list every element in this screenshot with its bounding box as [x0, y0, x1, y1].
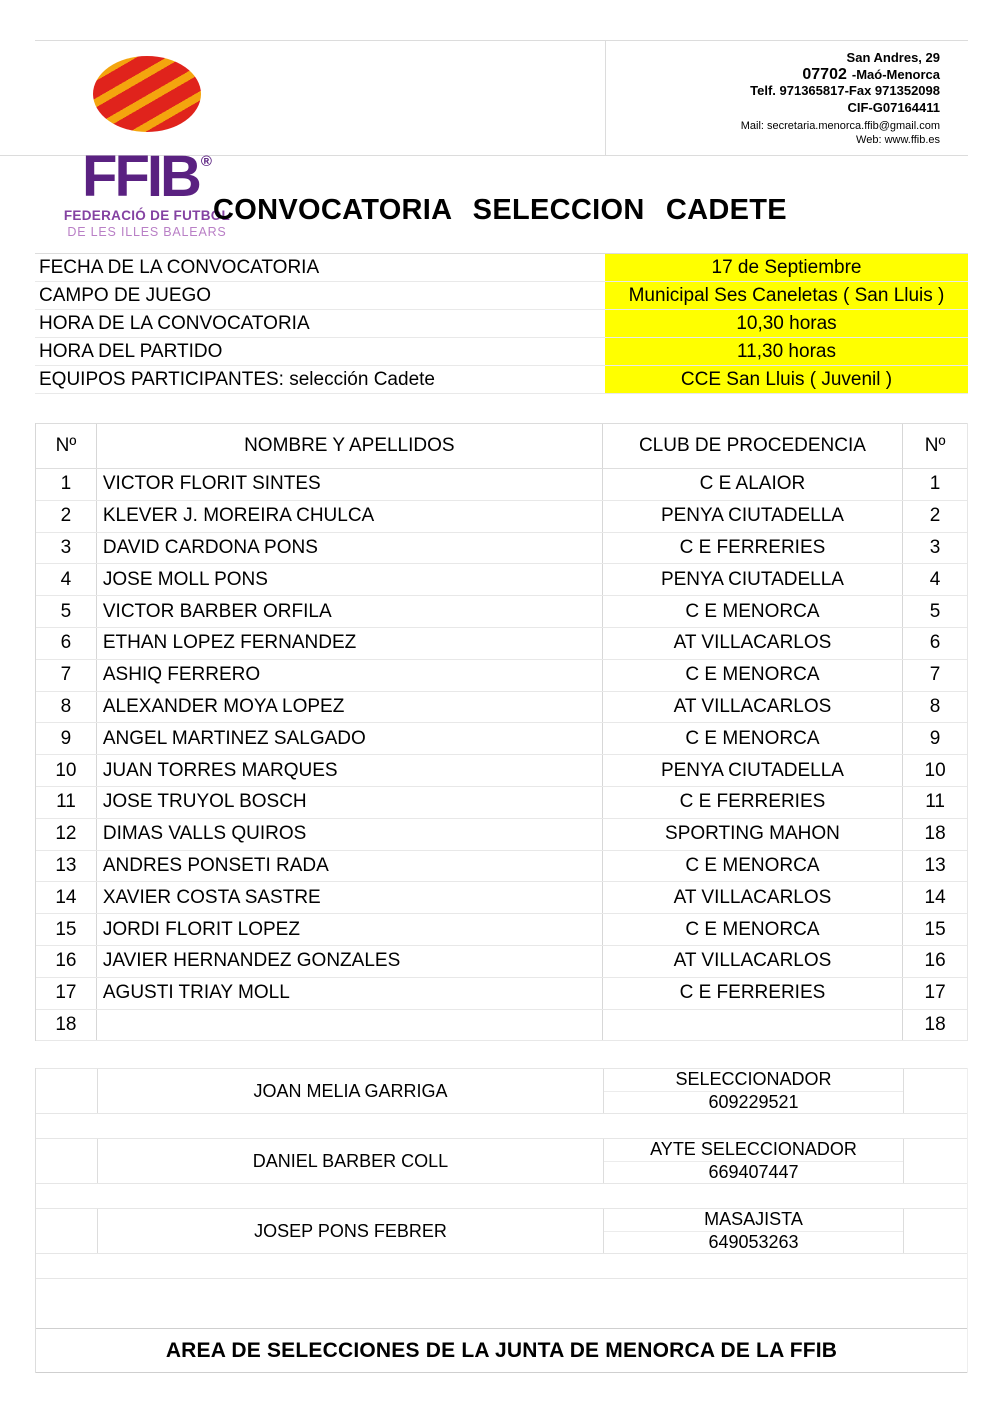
- mail: Mail: secretaria.menorca.ffib@gmail.com: [740, 120, 940, 132]
- staff-table: [35, 1068, 968, 1373]
- player-number-right: 15: [902, 914, 967, 945]
- empty-cell: [36, 1069, 98, 1113]
- table-row: [35, 254, 968, 282]
- player-number-left: 1: [60, 473, 72, 495]
- web: Web: www.ffib.es: [856, 133, 940, 146]
- table-row: [36, 787, 967, 819]
- spacer-row: [36, 1113, 967, 1138]
- staff-name: JOAN MELIA GARRIGA: [253, 1080, 448, 1101]
- player-club: PENYA CIUTADELLA: [602, 501, 902, 532]
- empty-cell: [36, 1139, 98, 1183]
- table-row: [36, 660, 967, 692]
- staff-row-ayte-seleccionador: [36, 1138, 967, 1183]
- match-info-table: [35, 253, 968, 394]
- spacer-row: [36, 1253, 967, 1278]
- player-name: [96, 1010, 602, 1041]
- player-name: JOSE MOLL PONS: [96, 564, 602, 595]
- table-row: [36, 882, 967, 914]
- table-row: [35, 338, 968, 366]
- player-number-right: 8: [902, 692, 967, 723]
- info-label: FECHA DE LA CONVOCATORIA: [39, 257, 320, 278]
- staff-row-seleccionador: [36, 1068, 967, 1113]
- table-row: [36, 723, 967, 755]
- player-number-right: 11: [902, 787, 967, 818]
- player-club: C E MENORCA: [602, 596, 902, 627]
- table-row: [36, 501, 967, 533]
- player-number-right: 5: [902, 596, 967, 627]
- player-name: AGUSTI TRIAY MOLL: [96, 978, 602, 1009]
- federation-address: [741, 50, 940, 147]
- player-club: C E MENORCA: [602, 660, 902, 691]
- info-label: EQUIPOS PARTICIPANTES: selección Cadete: [39, 369, 435, 390]
- player-number-left: 11: [56, 791, 76, 813]
- player-number-left: 2: [60, 505, 72, 527]
- player-club: C E FERRERIES: [602, 533, 902, 564]
- player-number-right: 18: [902, 819, 967, 850]
- info-value-highlighted: 10,30 horas: [605, 310, 968, 337]
- staff-role-cell: [603, 1209, 904, 1253]
- staff-role: MASAJISTA: [604, 1209, 903, 1232]
- player-club: C E ALAIOR: [602, 469, 902, 500]
- spacer-row: [36, 1278, 967, 1328]
- table-row: [35, 366, 968, 394]
- player-club: C E FERRERIES: [602, 787, 902, 818]
- grid-line: [35, 40, 968, 41]
- empty-cell: [36, 1209, 98, 1253]
- player-number-right: 7: [902, 660, 967, 691]
- player-number-right: 6: [902, 628, 967, 659]
- player-number-left: 9: [60, 727, 72, 749]
- player-number-left: 14: [55, 886, 77, 908]
- info-label: HORA DEL PARTIDO: [39, 341, 223, 362]
- address-street: San Andres, 29: [846, 50, 940, 65]
- empty-cell: [904, 1069, 967, 1113]
- player-club: AT VILLACARLOS: [602, 628, 902, 659]
- player-number-left: 18: [55, 1013, 77, 1035]
- table-header-row: [36, 423, 967, 469]
- phone-fax: Telf. 971365817-Fax 971352098: [750, 83, 940, 98]
- player-number-right: 10: [902, 755, 967, 786]
- staff-phone: 609229521: [708, 1091, 799, 1112]
- table-row: [36, 819, 967, 851]
- player-name: ETHAN LOPEZ FERNANDEZ: [96, 628, 602, 659]
- logo-subtitle-line2: DE LES ILLES BALEARS: [67, 225, 227, 239]
- table-row: [36, 596, 967, 628]
- player-club: C E MENORCA: [602, 914, 902, 945]
- player-number-right: 9: [902, 723, 967, 754]
- staff-role-cell: [603, 1069, 904, 1113]
- player-number-left: 3: [60, 536, 72, 558]
- player-name: ALEXANDER MOYA LOPEZ: [96, 692, 602, 723]
- player-name: ANDRES PONSETI RADA: [96, 851, 602, 882]
- player-number-left: 4: [60, 568, 72, 590]
- football-icon: [93, 56, 201, 132]
- player-number-right: 13: [902, 851, 967, 882]
- player-number-left: 6: [60, 632, 72, 654]
- roster-table: [35, 423, 968, 1041]
- city: -Maó-Menorca: [851, 66, 940, 82]
- player-club: AT VILLACARLOS: [602, 946, 902, 977]
- player-club: SPORTING MAHON: [602, 819, 902, 850]
- player-number-left: 12: [55, 823, 77, 845]
- player-name: JUAN TORRES MARQUES: [96, 755, 602, 786]
- player-club: C E MENORCA: [602, 851, 902, 882]
- table-row: [35, 282, 968, 310]
- player-name: VICTOR BARBER ORFILA: [96, 596, 602, 627]
- player-club: [602, 1010, 902, 1041]
- player-club: PENYA CIUTADELLA: [602, 564, 902, 595]
- player-number-right: 4: [902, 564, 967, 595]
- player-number-left: 13: [55, 854, 77, 876]
- empty-cell: [904, 1209, 967, 1253]
- registered-mark: ®: [200, 153, 212, 170]
- player-name: JAVIER HERNANDEZ GONZALES: [96, 946, 602, 977]
- empty-cell: [904, 1139, 967, 1183]
- player-club: AT VILLACARLOS: [602, 882, 902, 913]
- player-club: C E MENORCA: [602, 723, 902, 754]
- player-number-left: 5: [60, 600, 72, 622]
- staff-name: JOSEP PONS FEBRER: [254, 1220, 447, 1241]
- player-name: DAVID CARDONA PONS: [96, 533, 602, 564]
- table-row: [35, 310, 968, 338]
- player-club: AT VILLACARLOS: [602, 692, 902, 723]
- page-title: CONVOCATORIA SELECCION CADETE: [213, 194, 787, 226]
- spacer-row: [36, 1183, 967, 1208]
- player-number-right: 17: [902, 978, 967, 1009]
- player-number-left: 15: [55, 918, 77, 940]
- player-number-left: 17: [55, 982, 77, 1004]
- table-row: [36, 755, 967, 787]
- player-club: C E FERRERIES: [602, 978, 902, 1009]
- table-row: [36, 914, 967, 946]
- player-name: KLEVER J. MOREIRA CHULCA: [96, 501, 602, 532]
- info-value-highlighted: Municipal Ses Caneletas ( San Lluis ): [605, 282, 968, 309]
- table-row: [36, 692, 967, 724]
- postal-code: 07702: [802, 65, 847, 83]
- player-name: ANGEL MARTINEZ SALGADO: [96, 723, 602, 754]
- table-row: [36, 628, 967, 660]
- staff-phone: 649053263: [708, 1231, 799, 1252]
- logo-acronym: [62, 136, 232, 209]
- staff-role-cell: [603, 1139, 904, 1183]
- player-number-left: 10: [55, 759, 77, 781]
- header-club: CLUB DE PROCEDENCIA: [602, 424, 902, 468]
- player-name: ASHIQ FERRERO: [96, 660, 602, 691]
- info-value-highlighted: 11,30 horas: [605, 338, 968, 365]
- staff-name: DANIEL BARBER COLL: [252, 1150, 449, 1171]
- address-city-line: [741, 67, 940, 84]
- info-value-highlighted: CCE San Lluis ( Juvenil ): [605, 366, 968, 393]
- header-number-left: Nº: [55, 435, 77, 456]
- player-name: JORDI FLORIT LOPEZ: [96, 914, 602, 945]
- header-number-right: Nº: [902, 424, 967, 468]
- table-row: [36, 533, 967, 565]
- player-number-right: 18: [902, 1010, 967, 1041]
- player-name: VICTOR FLORIT SINTES: [96, 469, 602, 500]
- player-name: DIMAS VALLS QUIROS: [96, 819, 602, 850]
- player-number-right: 2: [902, 501, 967, 532]
- player-number-right: 16: [902, 946, 967, 977]
- player-name: XAVIER COSTA SASTRE: [96, 882, 602, 913]
- info-value-highlighted: 17 de Septiembre: [605, 254, 968, 281]
- table-row: [36, 564, 967, 596]
- table-row: [36, 946, 967, 978]
- footer-title: AREA DE SELECCIONES DE LA JUNTA DE MENORCA DE LA FFIB: [36, 1328, 967, 1373]
- table-row: [36, 978, 967, 1010]
- staff-role: AYTE SELECCIONADOR: [604, 1139, 903, 1162]
- logo-acronym-text: FFIB: [82, 144, 199, 209]
- cif: CIF-G07164411: [847, 99, 940, 115]
- staff-role: SELECCIONADOR: [604, 1069, 903, 1092]
- player-number-right: 3: [902, 533, 967, 564]
- player-name: JOSE TRUYOL BOSCH: [96, 787, 602, 818]
- player-club: PENYA CIUTADELLA: [602, 755, 902, 786]
- table-row: [36, 469, 967, 501]
- header-name: NOMBRE Y APELLIDOS: [96, 424, 602, 468]
- info-label: CAMPO DE JUEGO: [39, 285, 212, 306]
- staff-row-masajista: [36, 1208, 967, 1253]
- logo-subtitle-line1: FEDERACIÓ DE FUTBOL: [63, 208, 231, 223]
- staff-phone: 669407447: [708, 1161, 799, 1182]
- table-row: [36, 1010, 967, 1042]
- player-number-left: 7: [60, 664, 72, 686]
- player-number-right: 14: [902, 882, 967, 913]
- info-label: HORA DE LA CONVOCATORIA: [39, 313, 310, 334]
- player-number-left: 8: [60, 695, 72, 717]
- table-row: [36, 851, 967, 883]
- player-number-right: 1: [902, 469, 967, 500]
- player-number-left: 16: [55, 950, 77, 972]
- grid-line: [605, 40, 606, 155]
